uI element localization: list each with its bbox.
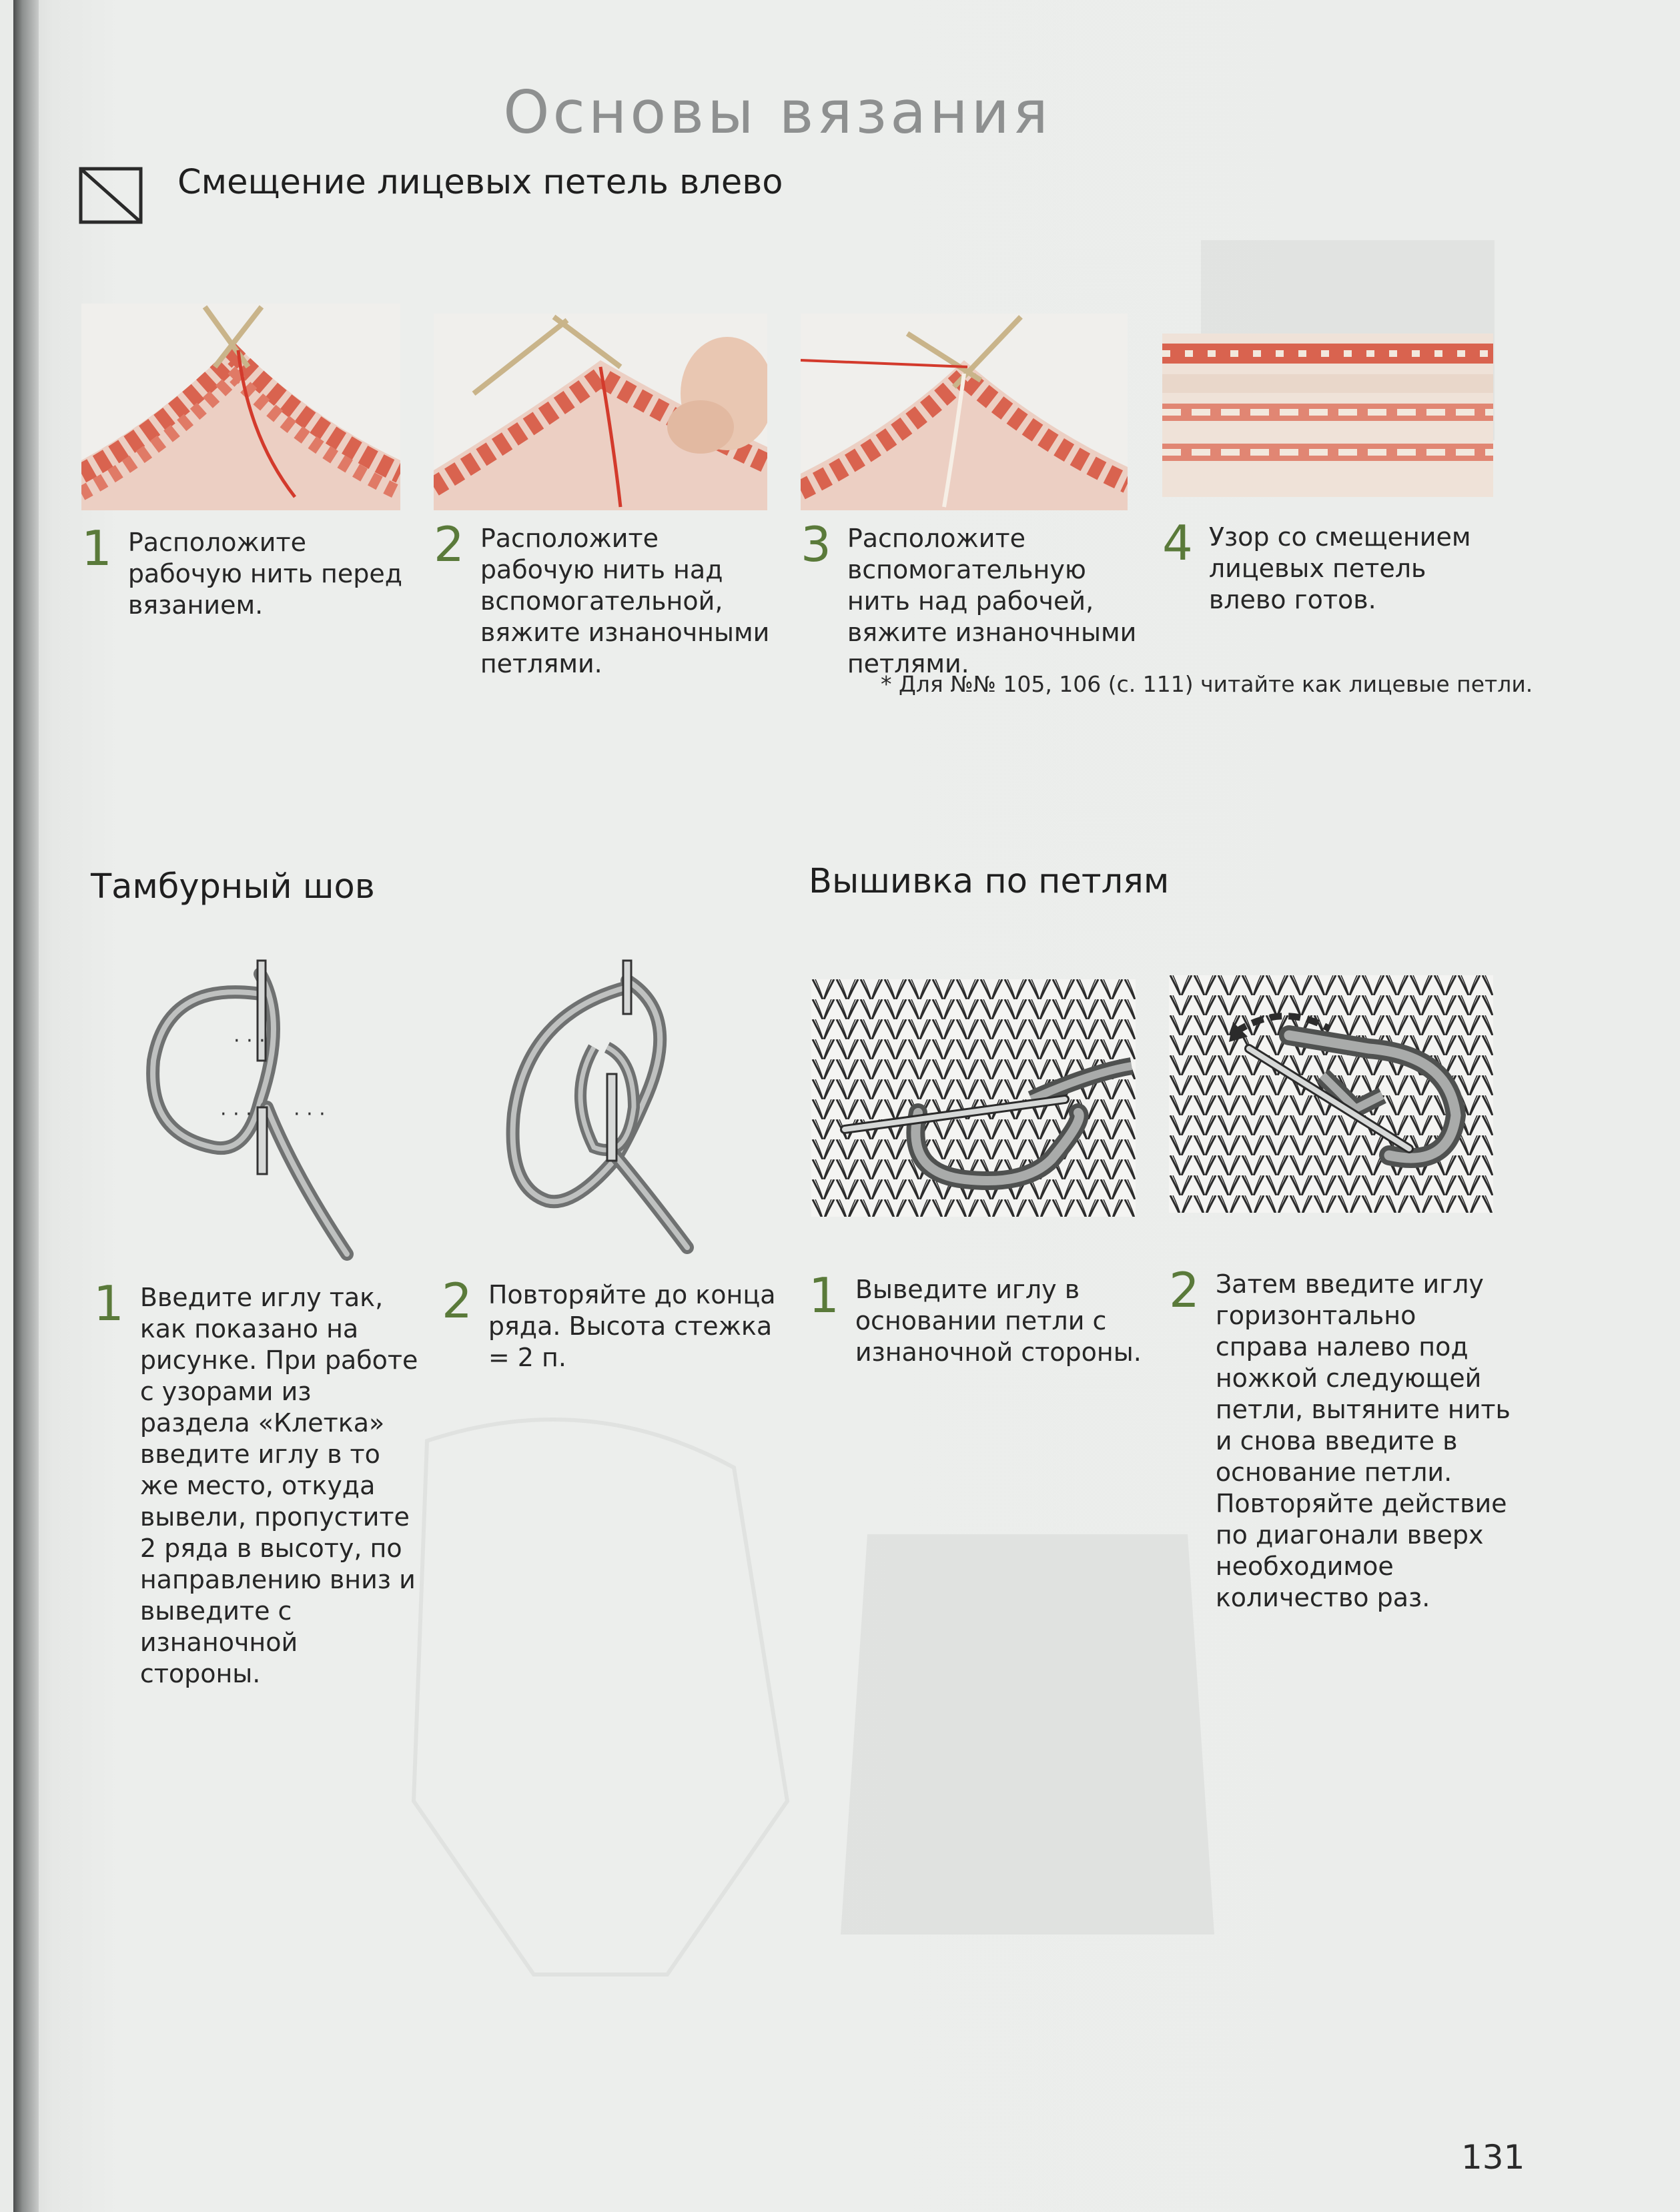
footnote: * Для №№ 105, 106 (с. 111) читайте как лицевые петли. [881, 671, 1533, 697]
step-text: Расположите вспомогательную нить над рабочей, вяжите изнаночными петлями. [847, 524, 1137, 678]
duplicate-stitch-illustration-2 [1169, 975, 1493, 1213]
svg-text:· · ·: · · · [234, 1029, 266, 1053]
knitting-photo-4 [1162, 334, 1493, 497]
step-number: 1 [81, 520, 112, 576]
step-text: Введите иглу так, как показано на рисунке. При работе с узорами из раздела «Клетка» введите иглу в то же место, откуда вывели, пропустите 2 ряда в высоту, по направлению вниз и выведите с изнаночной стороны. [139, 1283, 418, 1688]
step-text: Повторяйте до конца ряда. Высота стежка = 2 п. [488, 1280, 776, 1372]
chain-stitch-illustration-1 [133, 954, 367, 1261]
step-2 [434, 516, 781, 680]
chart-symbol-icon [79, 167, 143, 224]
step-2 [1169, 1262, 1516, 1614]
step-number: 2 [434, 516, 464, 572]
step-1 [81, 520, 415, 621]
section-title-chain-stitch: Тамбурный шов [91, 867, 375, 907]
step-text: Выведите иглу в основании петли с изнаночной стороны. [855, 1275, 1142, 1367]
step-1 [93, 1275, 420, 1690]
step-3 [801, 516, 1141, 680]
step-4 [1162, 515, 1509, 616]
step-number: 1 [809, 1267, 839, 1323]
svg-text:· · ·: · · · [220, 1103, 252, 1126]
section-title-duplicate-stitch: Вышивка по петлям [809, 862, 1170, 901]
step-2 [442, 1273, 789, 1373]
duplicate-stitch-illustration-1 [811, 979, 1136, 1217]
step-number: 2 [1169, 1262, 1200, 1318]
step-text: Расположите рабочую нить над вспомогательной, вяжите изнаночными петлями. [480, 524, 770, 678]
page-number: 131 [1461, 2138, 1525, 2177]
svg-text:· · ·: · · · [294, 1103, 326, 1126]
chain-stitch-illustration-2 [494, 954, 714, 1261]
page-title: Основы вязания [503, 77, 1052, 147]
step-number: 3 [801, 516, 831, 572]
step-text: Узор со смещением лицевых петель влево готов. [1208, 522, 1471, 614]
step-number: 2 [442, 1273, 472, 1329]
step-text: Затем введите иглу горизонтально справа налево под ножкой следующей петли, вытяните нить и снова введите в основание петли. Повторяйте действие по диагонали вверх необходимое количество раз. [1215, 1269, 1511, 1612]
knitting-photo-3 [801, 314, 1128, 510]
step-number: 1 [93, 1275, 124, 1331]
knitting-photo-1 [81, 304, 400, 510]
section-title-left-slip: Смещение лицевых петель влево [177, 163, 783, 202]
step-1 [809, 1267, 1156, 1368]
knitting-photo-2 [434, 314, 767, 510]
step-number: 4 [1162, 515, 1193, 571]
step-text: Расположите рабочую нить перед вязанием. [127, 528, 403, 620]
